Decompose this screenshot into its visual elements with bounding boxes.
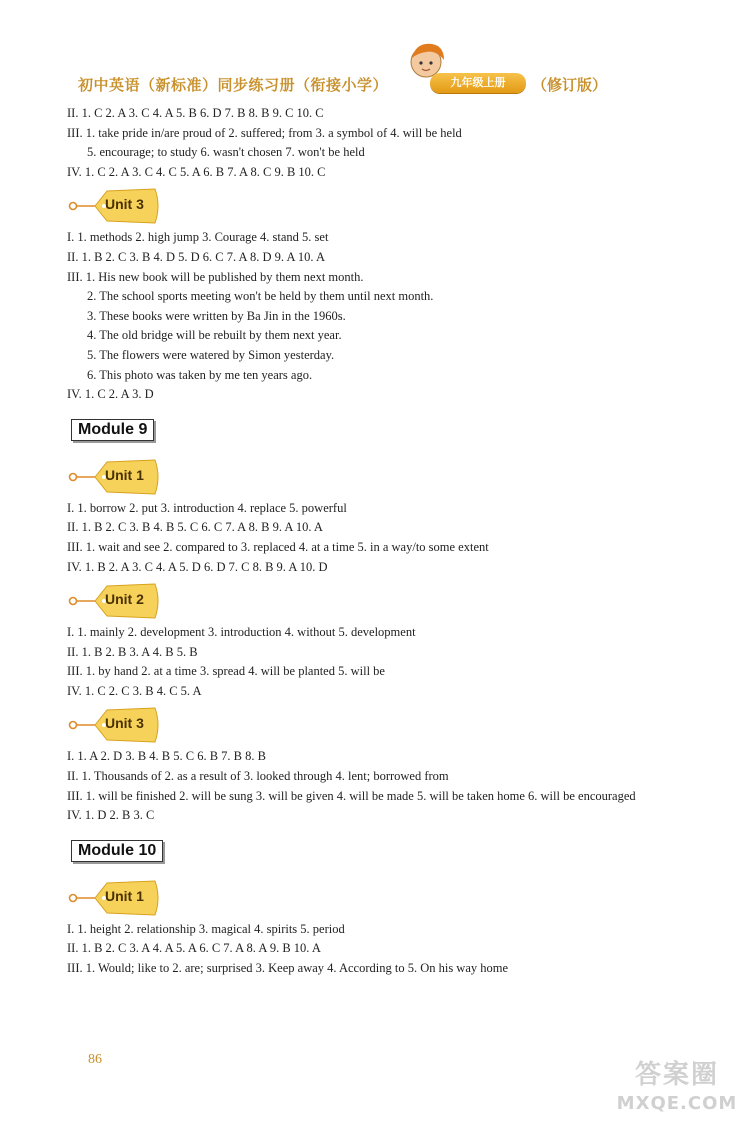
answer-line: I. 1. borrow 2. put 3. introduction 4. replace 5. powerful (67, 500, 347, 515)
answer-line: IV. 1. C 2. A 3. C 4. C 5. A 6. B 7. A 8. C 9. B 10. C (67, 164, 326, 179)
answer-line: II. 1. Thousands of 2. as a result of 3. looked through 4. lent; borrowed from (67, 769, 449, 784)
unit-label: Unit 1 (105, 887, 144, 904)
answer-line: III. 1. wait and see 2. compared to 3. replaced 4. at a time 5. in a way/to some extent (67, 539, 489, 554)
unit-heading (67, 186, 737, 226)
unit-heading (67, 878, 737, 918)
answer-line: III. 1. Would; like to 2. are; surprised 3. Keep away 4. According to 5. On his way home (67, 961, 509, 976)
unit-heading (67, 705, 737, 745)
answer-line: II. 1. B 2. C 3. A 4. A 5. A 6. C 7. A 8. A 9. B 10. A (67, 941, 321, 956)
answer-line: IV. 1. C 2. C 3. B 4. C 5. A (67, 683, 202, 698)
unit-label: Unit 3 (105, 196, 144, 213)
module-heading: Module 10 (71, 840, 163, 862)
answer-line: 5. encourage; to study 6. wasn't chosen 7. won't be held (87, 145, 365, 160)
unit-heading (67, 457, 737, 497)
answer-line: IV. 1. B 2. A 3. C 4. A 5. D 6. D 7. C 8. B 9. A 10. D (67, 559, 328, 574)
answer-line: I. 1. methods 2. high jump 3. Courage 4. stand 5. set (67, 230, 329, 245)
answer-line: III. 1. take pride in/are proud of 2. suffered; from 3. a symbol of 4. will be held (67, 125, 462, 140)
module-heading: Module 9 (71, 419, 154, 441)
watermark-top: 答案圈 (634, 1060, 719, 1090)
unit-label: Unit 1 (105, 466, 144, 483)
watermark (612, 1058, 742, 1124)
answer-line: II. 1. B 2. C 3. B 4. B 5. C 6. C 7. A 8. B 9. A 10. A (67, 520, 323, 535)
grade-badge: 九年级上册 (430, 73, 526, 93)
answer-line: II. 1. B 2. B 3. A 4. B 5. B (67, 644, 198, 659)
answer-line: 2. The school sports meeting won't be held by them until next month. (87, 289, 434, 304)
answer-line: II. 1. C 2. A 3. C 4. A 5. B 6. D 7. B 8. B 9. C 10. C (67, 106, 324, 120)
unit-label: Unit 2 (105, 591, 144, 608)
watermark-bottom: MXQE.COM (616, 1093, 738, 1114)
answer-line: II. 1. B 2. C 3. B 4. D 5. D 6. C 7. A 8. D 9. A 10. A (67, 249, 326, 264)
answer-line: 6. This photo was taken by me ten years ago. (87, 367, 313, 382)
answer-line: I. 1. height 2. relationship 3. magical 4. spirits 5. period (67, 921, 345, 936)
answer-line: 4. The old bridge will be rebuilt by them next year. (87, 328, 342, 343)
answer-line: I. 1. mainly 2. development 3. introduction 4. without 5. development (67, 625, 416, 640)
answer-line: 3. These books were written by Ba Jin in the 1960s. (87, 308, 346, 323)
answer-line: IV. 1. D 2. B 3. C (67, 808, 155, 823)
edition-label: （修订版） (532, 76, 608, 94)
page-header (0, 0, 750, 105)
answer-line: III. 1. will be finished 2. will be sung 3. will be given 4. will be made 5. will be taken home 6. will be encouraged (67, 788, 636, 803)
answer-line: IV. 1. C 2. A 3. D (67, 387, 154, 402)
answer-line: III. 1. His new book will be published by them next month. (67, 269, 364, 284)
page-number: 86 (88, 1052, 102, 1067)
answer-key-content (67, 104, 737, 979)
answer-line: III. 1. by hand 2. at a time 3. spread 4. will be planted 5. will be (67, 664, 385, 679)
answer-line: I. 1. A 2. D 3. B 4. B 5. C 6. B 7. B 8. B (67, 749, 266, 764)
unit-heading (67, 581, 737, 621)
answer-line: 5. The flowers were watered by Simon yesterday. (87, 347, 335, 362)
book-title: 初中英语（新标准）同步练习册（衔接小学） (78, 76, 389, 94)
unit-label: Unit 3 (105, 715, 144, 732)
